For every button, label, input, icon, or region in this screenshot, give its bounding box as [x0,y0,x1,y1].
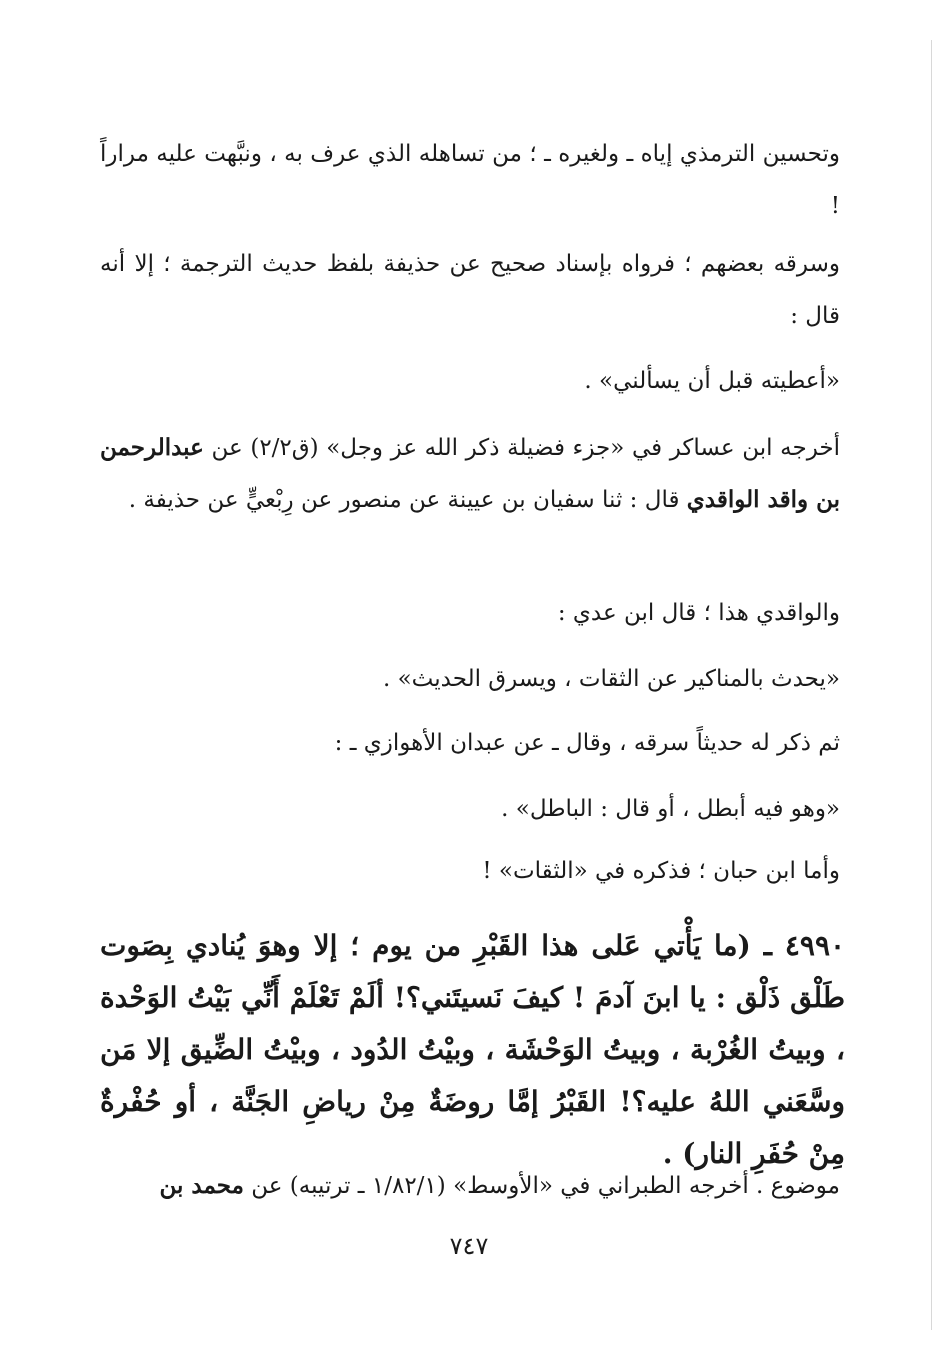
page-edge-line [931,40,932,1330]
paragraph-tabarani-source [100,1160,840,1212]
narrator-name: عبدالرحمن بن واقد الواقدي [100,434,840,513]
page-number: ٧٤٧ [449,1232,489,1260]
hadith-4990: ٤٩٩٠ ـ (ما يَأْتي عَلى هذا القَبْرِ من يوم ؛ إلا وهوَ يُنادي بِصَوت طَلْق ذَلْق : يا ابنَ آدمَ ! كيفَ نَسيتَني؟! ألَمْ تَعْلَمْ أَنِّي بَيْتُ الوَحْدة ، وبيتُ الغُرْبة ، وبيتُ الوَحْشَة ، وبيْتُ الدُود ، وبيْتُ الضِّيق إلا مَن وسَّعَني اللهُ عليه؟! القَبْرُ إمَّا روضَةٌ مِنْ رياضِ الجَنَّة ، أو حُفْرةٌ مِنْ حُفَرِ النار) . [100,929,846,1170]
next-narrator-name: محمد بن [159,1172,244,1199]
ibn-hibban-note: وأما ابن حبان ؛ فذكره في «الثقات» ! [482,858,840,884]
tabarani-text: موضوع . أخرجه الطبراني في «الأوسط» (١/٨٢/١ ـ ترتيبه) عن [251,1173,840,1199]
abdan-mention: ثم ذكر له حديثاً سرقه ، وقال ـ عن عبدان الأهوازي ـ : [334,730,840,756]
quote-ibn-adi: «يحدث بالمناكير عن الثقات ، ويسرق الحديث» . [382,666,840,692]
waqidi-ibn-adi-intro: والواقدي هذا ؛ قال ابن عدي : [557,600,840,626]
source-text-end: قال : ثنا سفيان بن عيينة عن منصور عن رِبْعيٍّ عن حذيفة . [128,487,680,513]
source-text-start: أخرجه ابن عساكر في «جزء فضيلة ذكر الله عز وجل» (ق٢/٢) عن [211,435,840,461]
paragraph-stolen-narration: وسرقه بعضهم ؛ فرواه بإسناد صحيح عن حذيفة بلفظ حديث الترجمة ؛ إلا أنه قال : [100,251,840,329]
quote-abdan: «وهو فيه أبطل ، أو قال : الباطل» . [501,796,840,822]
paragraph-ibn-asakir-source [100,422,840,526]
paragraph-tirmidhi-note: وتحسين الترمذي إياه ـ ولغيره ـ ؛ من تساهله الذي عرف به ، ونبَّهت عليه مراراً ! [100,141,840,219]
quote-given-before-asked: «أعطيته قبل أن يسألني» . [584,368,840,394]
